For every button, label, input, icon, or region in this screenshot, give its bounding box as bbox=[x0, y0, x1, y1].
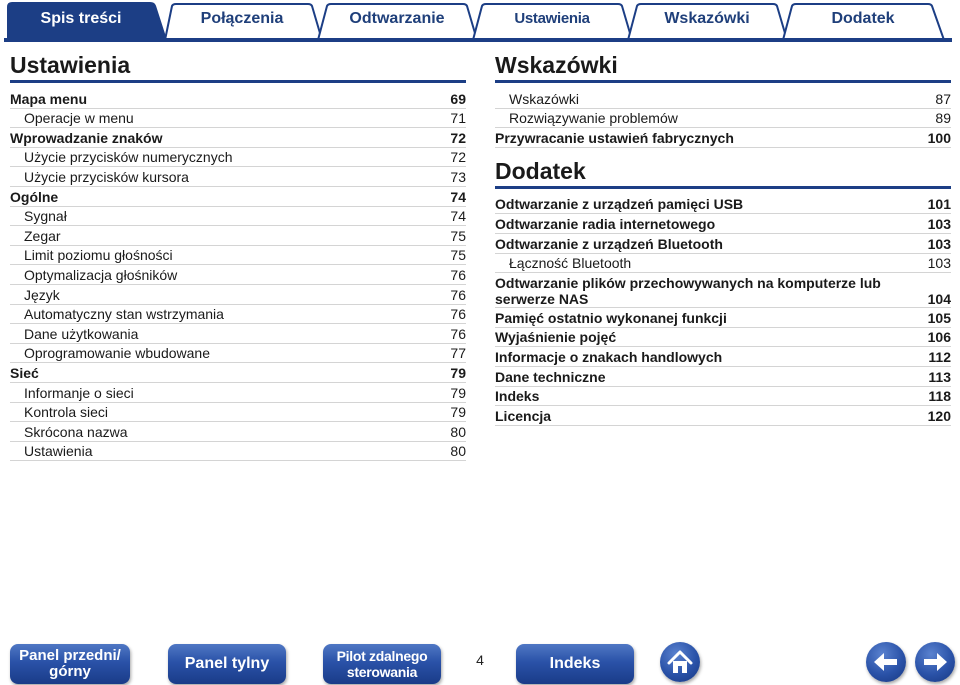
front-panel-label-line2: górny bbox=[49, 663, 91, 680]
toc-entry-page: 113 bbox=[928, 368, 951, 385]
toc-entry-operacje-w-menu[interactable] bbox=[10, 109, 466, 129]
toc-entry-limit-glosnosci[interactable] bbox=[10, 246, 466, 266]
toc-entry-text: Sygnał bbox=[24, 208, 67, 225]
toc-entry-page: 71 bbox=[450, 110, 466, 127]
toc-entry-page: 76 bbox=[450, 325, 466, 342]
toc-entry-page: 79 bbox=[450, 364, 466, 381]
toc-entry-text: Informacje o znakach handlowych bbox=[495, 348, 723, 365]
toc-entry-page: 80 bbox=[450, 443, 466, 460]
toc-entry-text: Wskazówki bbox=[509, 90, 580, 107]
toc-entry-page: 79 bbox=[450, 384, 466, 401]
toc-entry-page: 75 bbox=[450, 247, 466, 264]
toc-entry-text: Odtwarzanie z urządzeń Bluetooth bbox=[495, 235, 723, 252]
toc-entry-page: 101 bbox=[927, 196, 951, 213]
toc-entry-sygnal[interactable] bbox=[10, 207, 466, 227]
toc-entry-przywracanie-ustawien[interactable] bbox=[495, 128, 951, 148]
tips-appendix-column bbox=[495, 50, 951, 426]
toc-entry-text: Informanje o sieci bbox=[24, 384, 134, 401]
remote-control-button[interactable] bbox=[323, 644, 441, 684]
toc-entry-rozwiazywanie-problemow[interactable] bbox=[495, 109, 951, 129]
toc-entry-text: Odtwarzanie z urządzeń pamięci USB bbox=[495, 196, 744, 213]
toc-entry-przyciski-kursora[interactable] bbox=[10, 167, 466, 187]
toc-entry-znaki-handlowe[interactable] bbox=[495, 347, 951, 367]
toc-entry-dane-uzytkowania[interactable] bbox=[10, 324, 466, 344]
toc-entry-page: 87 bbox=[935, 90, 951, 107]
toc-entry-page: 106 bbox=[927, 329, 951, 346]
index-label: Indeks bbox=[549, 655, 601, 672]
toc-entry-page: 89 bbox=[935, 110, 951, 127]
toc-entry-page: 80 bbox=[450, 423, 466, 440]
toc-entry-ogolne[interactable] bbox=[10, 187, 466, 207]
toc-entry-text: Zegar bbox=[24, 227, 61, 244]
toc-entry-dane-techniczne[interactable] bbox=[495, 367, 951, 387]
tab-wskazowki[interactable]: Wskazówki bbox=[664, 10, 750, 27]
toc-entry-text: Użycie przycisków kursora bbox=[24, 168, 189, 185]
toc-entry-page: 74 bbox=[450, 208, 466, 225]
toc-entry-text: Użycie przycisków numerycznych bbox=[24, 149, 233, 166]
toc-entry-text: Operacje w menu bbox=[24, 110, 134, 127]
toc-entry-text: Dane użytkowania bbox=[24, 325, 139, 342]
remote-label-line2: sterowania bbox=[346, 664, 418, 680]
toc-entry-text: Dane techniczne bbox=[495, 368, 606, 385]
tab-spis-tresci[interactable]: Spis treści bbox=[40, 10, 122, 27]
toc-entry-siec[interactable] bbox=[10, 363, 466, 383]
toc-entry-przyciski-numeryczne[interactable] bbox=[10, 148, 466, 168]
section-title-wskazowki: Wskazówki bbox=[495, 52, 618, 78]
toc-entry-text: Mapa menu bbox=[10, 90, 88, 107]
toc-entry-page: 104 bbox=[927, 291, 951, 308]
toc-entry-licencja[interactable] bbox=[495, 406, 951, 426]
toc-entry-text: Oprogramowanie wbudowane bbox=[24, 345, 210, 362]
tab-ustawienia[interactable]: Ustawienia bbox=[514, 10, 590, 27]
tab-underline bbox=[4, 38, 952, 42]
toc-entry-text: Wprowadzanie znaków bbox=[10, 129, 163, 146]
toc-entry-mapa-menu[interactable] bbox=[10, 89, 466, 109]
toc-entry-page: 75 bbox=[450, 227, 466, 244]
arrow-right-icon bbox=[915, 642, 955, 682]
tab-odtwarzanie[interactable]: Odtwarzanie bbox=[349, 10, 445, 27]
toc-entry-text: Skrócona nazwa bbox=[24, 423, 128, 440]
page-number: 4 bbox=[476, 652, 484, 668]
home-button[interactable] bbox=[660, 642, 700, 682]
toc-entry-text: Optymalizacja głośników bbox=[24, 266, 178, 283]
toc-entry-page: 72 bbox=[450, 129, 466, 146]
toc-entry-text: Odtwarzanie plików przechowywanych na komputerze lub serwerze NAS bbox=[495, 275, 881, 308]
toc-entry-wskazowki[interactable] bbox=[495, 89, 951, 109]
toc-entry-text: Przywracanie ustawień fabrycznych bbox=[495, 129, 734, 146]
rear-panel-label: Panel tylny bbox=[184, 655, 270, 672]
front-panel-label-line1: Panel przedni/ bbox=[19, 647, 121, 664]
toc-entry-lacznosc-bluetooth[interactable] bbox=[495, 254, 951, 274]
toc-entry-page: 74 bbox=[450, 188, 466, 205]
toc-entry-text: Automatyczny stan wstrzymania bbox=[24, 306, 224, 323]
toc-entry-ustawienia-sieci[interactable] bbox=[10, 442, 466, 462]
section-title-ustawienia: Ustawienia bbox=[10, 52, 131, 78]
toc-entry-text: Ustawienia bbox=[24, 443, 93, 460]
toc-entry-page: 76 bbox=[450, 306, 466, 323]
toc-entry-text: Indeks bbox=[495, 388, 540, 405]
toc-entry-text: Kontrola sieci bbox=[24, 404, 109, 421]
index-button[interactable] bbox=[516, 644, 634, 684]
toc-entry-page: 120 bbox=[927, 407, 951, 424]
settings-column bbox=[10, 50, 466, 461]
toc-entry-text: Łączność Bluetooth bbox=[509, 255, 632, 272]
toc-entry-text: Sieć bbox=[10, 364, 39, 381]
toc-entry-page: 72 bbox=[450, 149, 466, 166]
tab-polaczenia[interactable]: Połączenia bbox=[200, 10, 284, 27]
toc-entry-page: 103 bbox=[927, 255, 951, 272]
toc-entry-text: Język bbox=[24, 286, 60, 303]
toc-entry-jezyk[interactable] bbox=[10, 285, 466, 305]
toc-entry-page: 76 bbox=[450, 286, 466, 303]
toc-entry-zegar[interactable] bbox=[10, 226, 466, 246]
toc-entry-indeks[interactable] bbox=[495, 387, 951, 407]
home-icon bbox=[660, 642, 700, 682]
toc-entry-page: 105 bbox=[927, 309, 951, 326]
toc-entry-page: 76 bbox=[450, 266, 466, 283]
toc-entry-text: Ogólne bbox=[10, 188, 59, 205]
toc-entry-informacje-o-sieci[interactable] bbox=[10, 383, 466, 403]
toc-entry-text: Rozwiązywanie problemów bbox=[509, 110, 678, 127]
toc-entry-skrocona-nazwa[interactable] bbox=[10, 422, 466, 442]
toc-entry-bluetooth[interactable] bbox=[495, 234, 951, 254]
top-tab-bar bbox=[0, 0, 960, 44]
rear-panel-button[interactable] bbox=[168, 644, 286, 684]
toc-entry-text: Licencja bbox=[495, 407, 552, 424]
tab-dodatek[interactable]: Dodatek bbox=[831, 10, 895, 27]
toc-entry-radio-internetowe[interactable] bbox=[495, 214, 951, 234]
toc-entry-wprowadzanie-znakow[interactable] bbox=[10, 128, 466, 148]
remote-label-line1: Pilot zdalnego bbox=[336, 648, 428, 664]
toc-entry-text: Wyjaśnienie pojęć bbox=[495, 329, 617, 346]
toc-entry-text: Limit poziomu głośności bbox=[24, 247, 173, 264]
forward-button[interactable] bbox=[915, 642, 955, 682]
toc-entry-text: Odtwarzanie radia internetowego bbox=[495, 215, 716, 232]
toc-entry-page: 100 bbox=[927, 129, 951, 146]
arrow-left-icon bbox=[866, 642, 906, 682]
toc-entry-page: 73 bbox=[450, 168, 466, 185]
toc-entry-stan-wstrzymania[interactable] bbox=[10, 305, 466, 325]
front-panel-button[interactable] bbox=[10, 644, 130, 684]
toc-entry-usb[interactable] bbox=[495, 195, 951, 215]
toc-entry-page: 103 bbox=[927, 235, 951, 252]
toc-entry-page: 103 bbox=[927, 215, 951, 232]
toc-entry-pliki-nas[interactable] bbox=[495, 273, 951, 308]
toc-entry-optymalizacja-glosnikow[interactable] bbox=[10, 265, 466, 285]
toc-entry-wyjasnienie-pojec[interactable] bbox=[495, 328, 951, 348]
toc-entry-page: 77 bbox=[450, 345, 466, 362]
toc-entry-page: 69 bbox=[450, 90, 466, 107]
toc-entry-page: 118 bbox=[928, 388, 951, 405]
toc-entry-oprogramowanie[interactable] bbox=[10, 344, 466, 364]
back-button[interactable] bbox=[866, 642, 906, 682]
toc-entry-page: 112 bbox=[928, 348, 951, 365]
toc-entry-kontrola-sieci[interactable] bbox=[10, 403, 466, 423]
toc-entry-text: Pamięć ostatnio wykonanej funkcji bbox=[495, 309, 727, 326]
toc-entry-page: 79 bbox=[450, 404, 466, 421]
toc-entry-pamiec-funkcji[interactable] bbox=[495, 308, 951, 328]
section-title-dodatek: Dodatek bbox=[495, 157, 586, 184]
